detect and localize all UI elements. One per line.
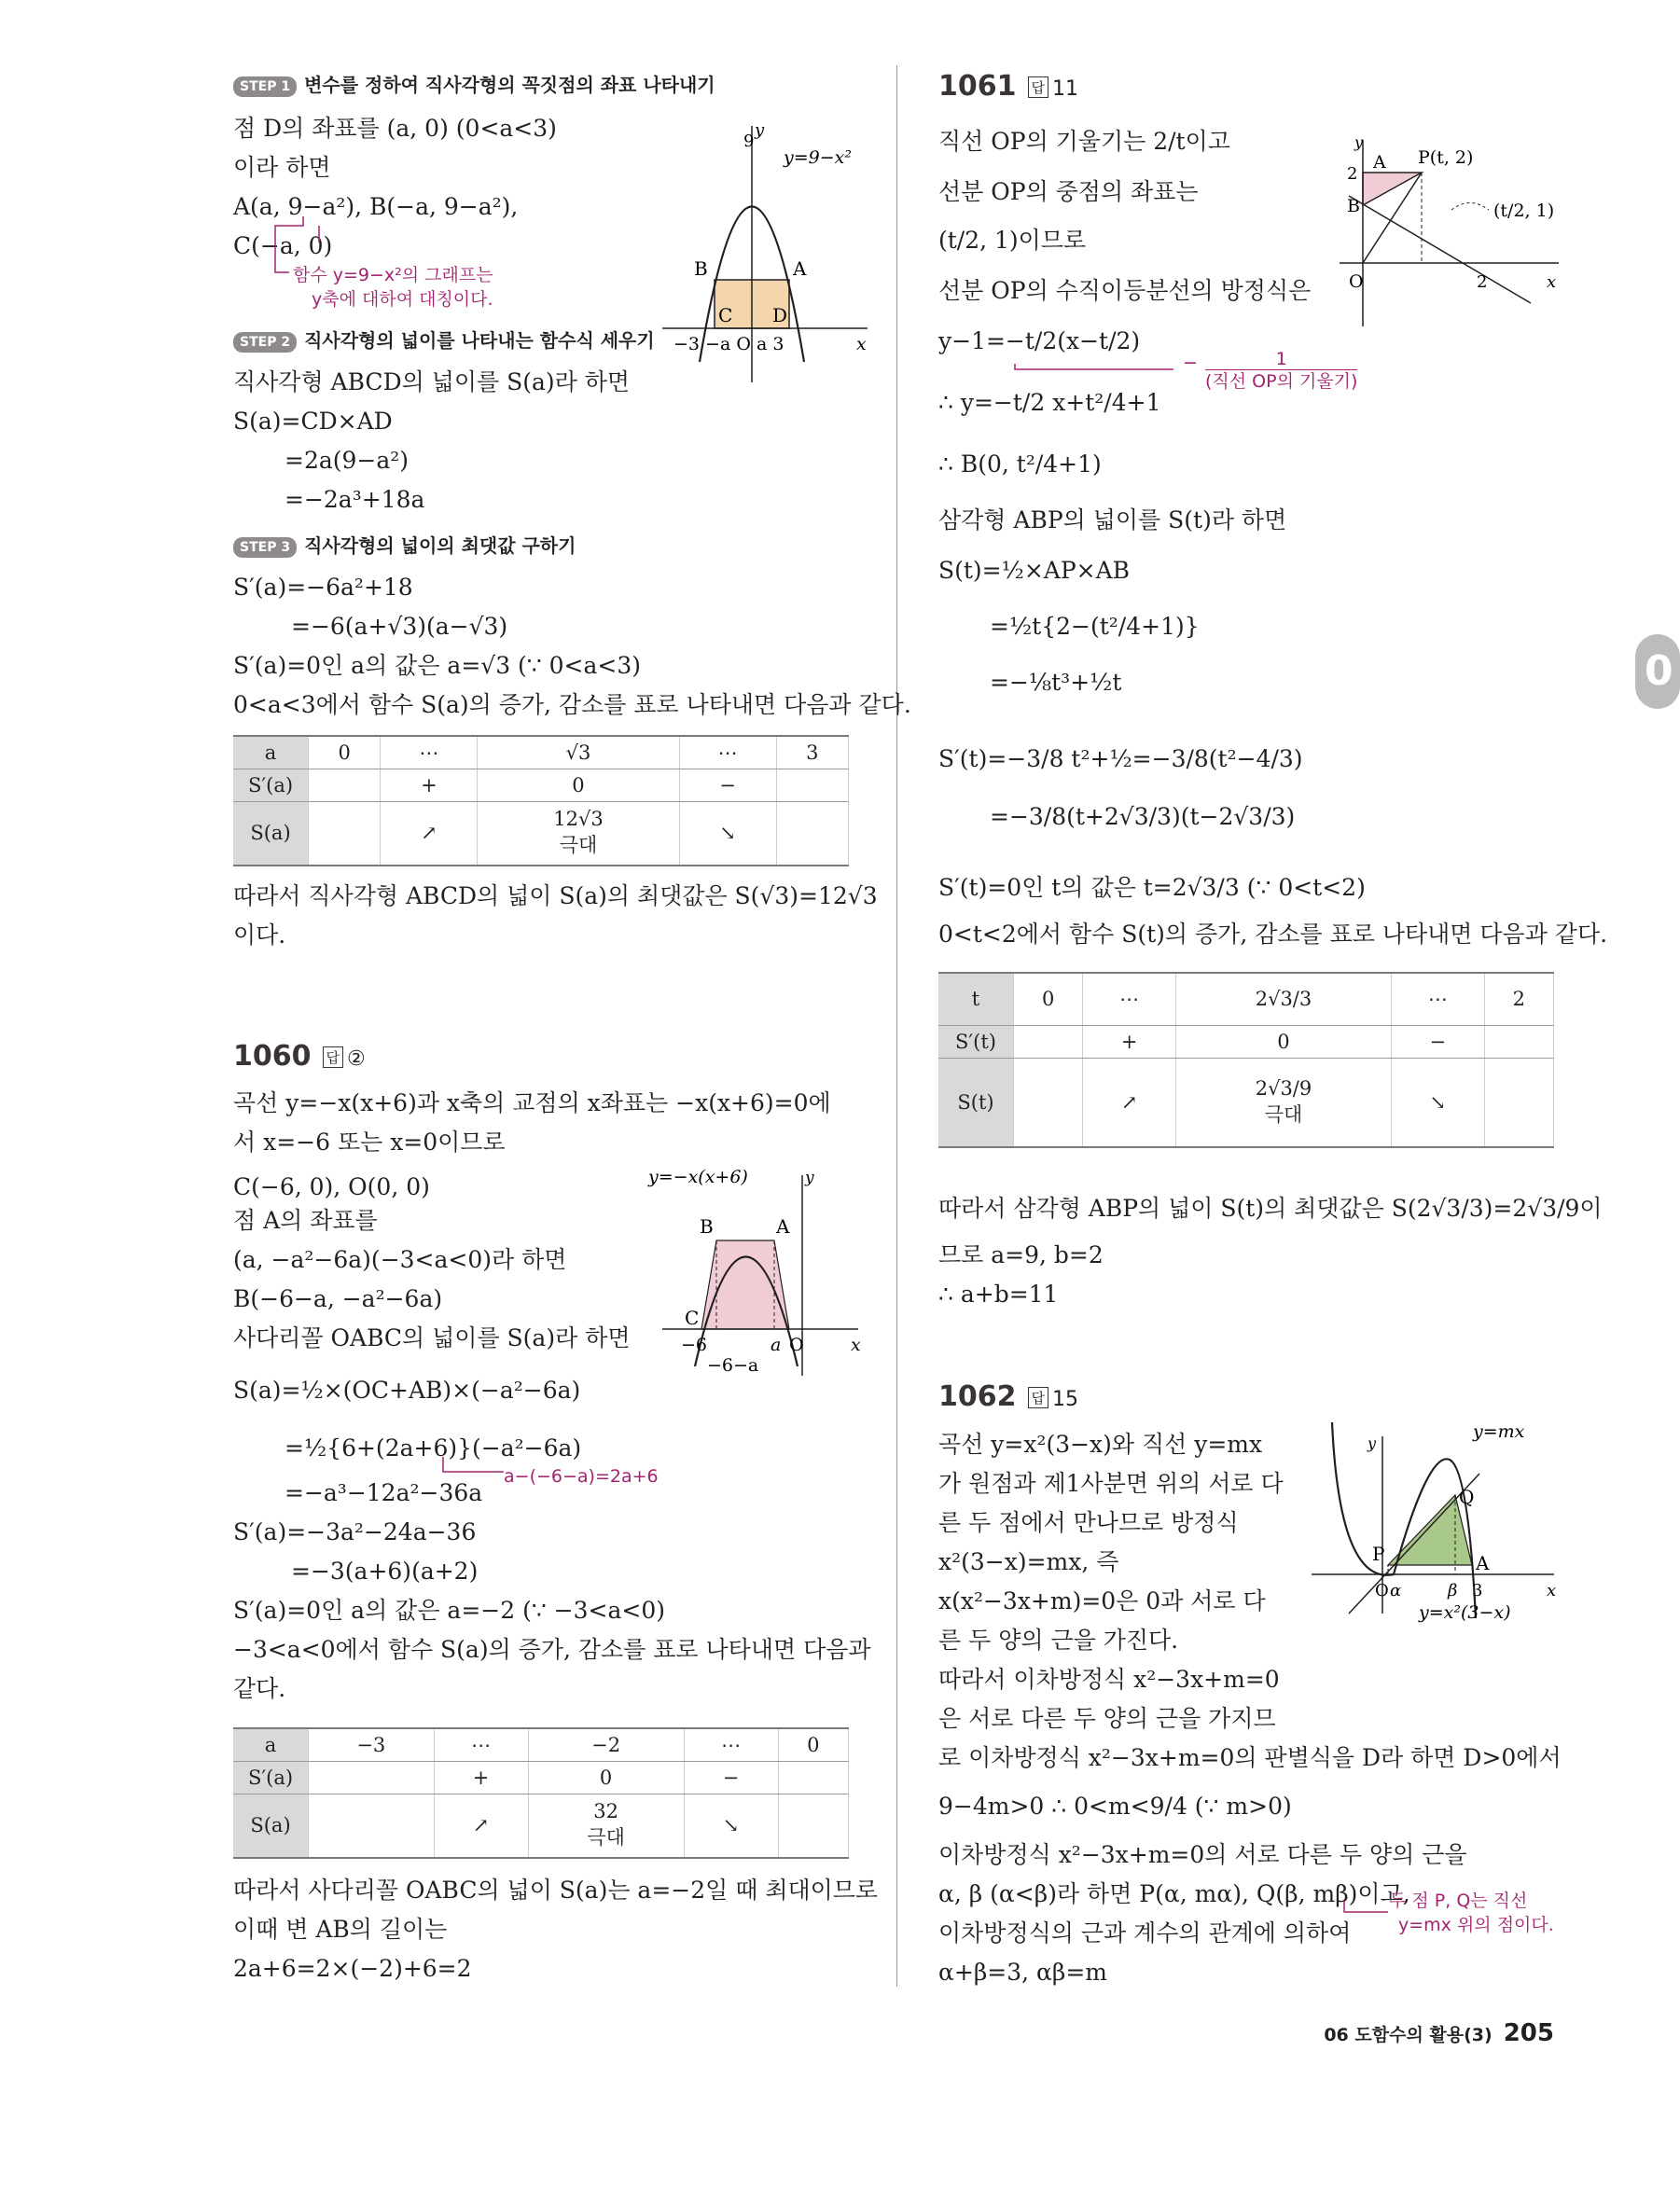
cubic-line-figure — [1293, 1421, 1563, 1623]
svg-text:a: a — [771, 1335, 782, 1355]
text-line: 선분 OP의 수직이등분선의 방정식은 — [938, 277, 1312, 304]
problem-1061-header: 1061 답 11 — [938, 70, 1078, 103]
text-line: B(−6−a, −a²−6a) — [233, 1285, 443, 1312]
max-cell: 2√3/9 극대 — [1175, 1058, 1391, 1147]
chapter-edge-tab: 0 — [1635, 634, 1680, 709]
text-line: S′(t)=0인 t의 값은 t=2√3/3 (∵ 0<t<2) — [938, 874, 1366, 901]
svg-text:C: C — [685, 1307, 700, 1329]
svg-text:A: A — [776, 1215, 790, 1238]
svg-text:−6: −6 — [681, 1335, 708, 1355]
max-cell: 32 극대 — [528, 1794, 684, 1858]
text-line: (a, −a²−6a)(−3<a<0)라 하면 — [233, 1246, 567, 1273]
text-line: 이다. — [233, 921, 286, 949]
svg-text:y=−x(x+6): y=−x(x+6) — [648, 1167, 748, 1187]
page-footer — [1324, 2019, 1554, 2047]
max-cell: 12√3 극대 — [478, 802, 679, 866]
text-line: x²(3−x)=mx, 즉 — [938, 1548, 1119, 1575]
svg-text:y: y — [1354, 133, 1364, 151]
text-line: ∴ y=−t/2 x+t²/4+1 — [938, 389, 1161, 416]
svg-text:x: x — [856, 334, 867, 354]
svg-text:x: x — [1547, 1581, 1557, 1600]
text-line: 이차방정식의 근과 계수의 관계에 의하여 — [938, 1919, 1352, 1947]
text-line: 사다리꼴 OABC의 넓이를 S(a)라 하면 — [233, 1324, 631, 1351]
text-line: S(a)=½×(OC+AB)×(−a²−6a) — [233, 1377, 581, 1404]
text-line: 점 A의 좌표를 — [233, 1207, 378, 1234]
svg-text:β: β — [1448, 1581, 1458, 1600]
svg-text:α: α — [1390, 1581, 1402, 1600]
text-line: 따라서 직사각형 ABCD의 넓이 S(a)의 최댓값은 S(√3)=12√3 — [233, 882, 878, 909]
problem-1060-header: 1060 답 ② — [233, 1040, 366, 1073]
text-line: ∴ a+b=11 — [938, 1281, 1059, 1308]
points-on-line-note: 두 점 P, Q는 직선 y=mx 위의 점이다. — [1389, 1891, 1554, 1935]
svg-text:A: A — [1373, 152, 1386, 173]
svg-text:2: 2 — [1477, 272, 1488, 292]
text-line: 점 D의 좌표를 (a, 0) (0<a<3) — [233, 115, 557, 142]
step2-heading: STEP 2 직사각형의 넓이를 나타내는 함수식 세우기 — [233, 328, 655, 353]
text-line: −3<a<0에서 함수 S(a)의 증가, 감소를 표로 나타내면 다음과 — [233, 1636, 871, 1663]
text-line: S′(a)=−3a²−24a−36 — [233, 1518, 477, 1545]
text-line: 9−4m>0 ∴ 0<m<9/4 (∵ m>0) — [938, 1793, 1292, 1820]
text-line: 0<a<3에서 함수 S(a)의 증가, 감소를 표로 나타내면 다음과 같다. — [233, 691, 911, 718]
slope-note-minus: − — [1183, 353, 1198, 373]
svg-text:B: B — [700, 1215, 714, 1238]
svg-text:B: B — [694, 257, 708, 280]
svg-text:y=x²(3−x): y=x²(3−x) — [1419, 1602, 1511, 1623]
note-arrow — [438, 1455, 513, 1481]
svg-text:y: y — [1368, 1434, 1377, 1452]
increase-decrease-table-1: a 0 ⋯ √3 ⋯ 3 S′(a) + 0 − S(a) ↗ 12√3 극대 ↘ — [233, 735, 849, 866]
svg-text:O: O — [1349, 271, 1364, 292]
svg-text:A: A — [1476, 1552, 1490, 1574]
text-line: =−3(a+6)(a+2) — [291, 1558, 479, 1585]
svg-text:Q: Q — [1459, 1486, 1475, 1508]
text-line: S′(a)=0인 a의 값은 a=√3 (∵ 0<a<3) — [233, 652, 642, 679]
text-line: 따라서 이차방정식 x²−3x+m=0 — [938, 1666, 1280, 1693]
y9-label: 9 — [743, 132, 755, 151]
svg-text:O: O — [1375, 1581, 1389, 1600]
curve-label: y=9−x² — [784, 147, 852, 168]
text-line: S′(a)=0인 a의 값은 a=−2 (∵ −3<a<0) — [233, 1597, 665, 1624]
page-number: 205 — [1503, 2019, 1554, 2047]
problem-1062-header: 1062 답 15 — [938, 1380, 1078, 1413]
text-line: S(a)=CD×AD — [233, 408, 393, 435]
step3-heading: STEP 3 직사각형의 넓이의 최댓값 구하기 — [233, 533, 576, 558]
text-line: 따라서 삼각형 ABP의 넓이 S(t)의 최댓값은 S(2√3/3)=2√3/9이 — [938, 1195, 1603, 1222]
svg-text:P: P — [1372, 1543, 1385, 1565]
note-arrow — [1013, 362, 1181, 381]
column-divider — [896, 65, 897, 1987]
text-line: 은 서로 다른 두 양의 근을 가지므 — [938, 1705, 1276, 1732]
text-line: 이차방정식 x²−3x+m=0의 서로 다른 두 양의 근을 — [938, 1841, 1467, 1868]
text-line: (t/2, 1)이므로 — [938, 227, 1087, 254]
text-line: =−⅛t³+½t — [990, 669, 1122, 696]
step1-heading: STEP 1 변수를 정하여 직사각형의 꼭짓점의 좌표 나타내기 — [233, 73, 715, 97]
svg-text:A: A — [793, 257, 807, 280]
text-line: S′(a)=−6a²+18 — [233, 574, 413, 601]
text-line: 직선 OP의 기울기는 2/t이고 — [938, 128, 1230, 155]
svg-text:O: O — [789, 1335, 804, 1355]
text-line: ∴ B(0, t²/4+1) — [938, 450, 1102, 478]
text-line: 따라서 사다리꼴 OABC의 넓이 S(a)는 a=−2일 때 최대이므로 — [233, 1877, 879, 1904]
text-line: =−6(a+√3)(a−√3) — [291, 613, 508, 640]
text-line: 직사각형 ABCD의 넓이를 S(a)라 하면 — [233, 368, 631, 395]
svg-text:x: x — [851, 1335, 861, 1355]
text-line: α+β=3, αβ=m — [938, 1959, 1108, 1986]
svg-text:B: B — [1347, 196, 1360, 216]
trapezoid-figure — [644, 1166, 868, 1380]
svg-text:C: C — [718, 304, 733, 326]
length-note: a−(−6−a)=2a+6 — [504, 1466, 659, 1487]
text-line: 른 두 양의 근을 가진다. — [938, 1627, 1179, 1654]
svg-text:(t/2, 1): (t/2, 1) — [1493, 201, 1555, 221]
text-line: A(a, 9−a²), B(−a, 9−a²), — [233, 193, 519, 220]
section-title: 06 도함수의 활용(3) — [1324, 2025, 1493, 2045]
svg-text:y=mx: y=mx — [1473, 1421, 1525, 1442]
svg-text:x: x — [1547, 272, 1557, 292]
text-line: 곡선 y=−x(x+6)과 x축의 교점의 x좌표는 −x(x+6)=0에 — [233, 1089, 831, 1116]
text-line: α, β (α<β)라 하면 P(α, mα), Q(β, mβ)이고, — [938, 1880, 1410, 1907]
text-line: =½t{2−(t²/4+1)} — [990, 613, 1200, 640]
svg-text:−6−a: −6−a — [707, 1355, 759, 1376]
svg-text:2: 2 — [1347, 164, 1358, 184]
parabola-rect-figure — [653, 121, 877, 392]
text-line: =−a³−12a²−36a — [285, 1479, 483, 1506]
increase-decrease-table-3: t 0 ⋯ 2√3/3 ⋯ 2 S′(t) + 0 − S(t) ↗ 2√3/9 극대 ↘ — [938, 972, 1554, 1148]
increase-decrease-table-2: a −3 ⋯ −2 ⋯ 0 S′(a) + 0 − S(a) ↗ 32 극대 ↘ — [233, 1727, 849, 1859]
perpendicular-bisector-figure — [1321, 131, 1563, 326]
text-line: 0<t<2에서 함수 S(t)의 증가, 감소를 표로 나타내면 다음과 같다. — [938, 921, 1608, 948]
symmetry-note: 함수 y=9−x²의 그래프는 y축에 대하여 대칭이다. — [293, 265, 493, 310]
slope-note: 1 (직선 OP의 기울기) — [1205, 349, 1358, 392]
text-line: 이라 하면 — [233, 154, 331, 181]
text-line: 가 원점과 제1사분면 위의 서로 다 — [938, 1470, 1284, 1497]
note-arrow — [271, 215, 326, 280]
text-line: 삼각형 ABP의 넓이를 S(t)라 하면 — [938, 506, 1287, 533]
text-line: 로 이차방정식 x²−3x+m=0의 판별식을 D라 하면 D>0에서 — [938, 1744, 1562, 1771]
text-line: 선분 OP의 중점의 좌표는 — [938, 178, 1199, 205]
svg-text:D: D — [772, 304, 788, 326]
text-line: 이때 변 AB의 길이는 — [233, 1916, 448, 1943]
text-line: =−3/8(t+2√3/3)(t−2√3/3) — [990, 803, 1296, 830]
svg-text:3: 3 — [1472, 1581, 1483, 1600]
text-line: C(−6, 0), O(0, 0) — [233, 1173, 430, 1200]
note-arrow — [1340, 1899, 1395, 1927]
text-line: C(−a, 0) — [233, 232, 333, 259]
svg-text:y: y — [755, 120, 765, 140]
text-line: S(t)=½×AP×AB — [938, 557, 1131, 584]
text-line: S′(t)=−3/8 t²+½=−3/8(t²−4/3) — [938, 745, 1303, 772]
text-line: 므로 a=9, b=2 — [938, 1241, 1104, 1268]
text-line: =2a(9−a²) — [285, 447, 410, 474]
text-line: x(x²−3x+m)=0은 0과 서로 다 — [938, 1587, 1266, 1614]
text-line: 2a+6=2×(−2)+6=2 — [233, 1955, 472, 1982]
text-line: 곡선 y=x²(3−x)와 직선 y=mx — [938, 1431, 1263, 1458]
svg-text:−3 −a O a 3: −3 −a O a 3 — [673, 334, 784, 354]
text-line: 른 두 점에서 만나므로 방정식 — [938, 1509, 1239, 1536]
text-line: =−2a³+18a — [285, 486, 425, 513]
text-line: 서 x=−6 또는 x=0이므로 — [233, 1129, 506, 1156]
text-line: =½{6+(2a+6)}(−a²−6a) — [285, 1434, 582, 1462]
svg-text:P(t, 2): P(t, 2) — [1418, 147, 1474, 168]
text-line: 같다. — [233, 1675, 286, 1702]
text-line: y−1=−t/2(x−t/2) — [938, 327, 1141, 354]
svg-text:y: y — [805, 1169, 814, 1187]
